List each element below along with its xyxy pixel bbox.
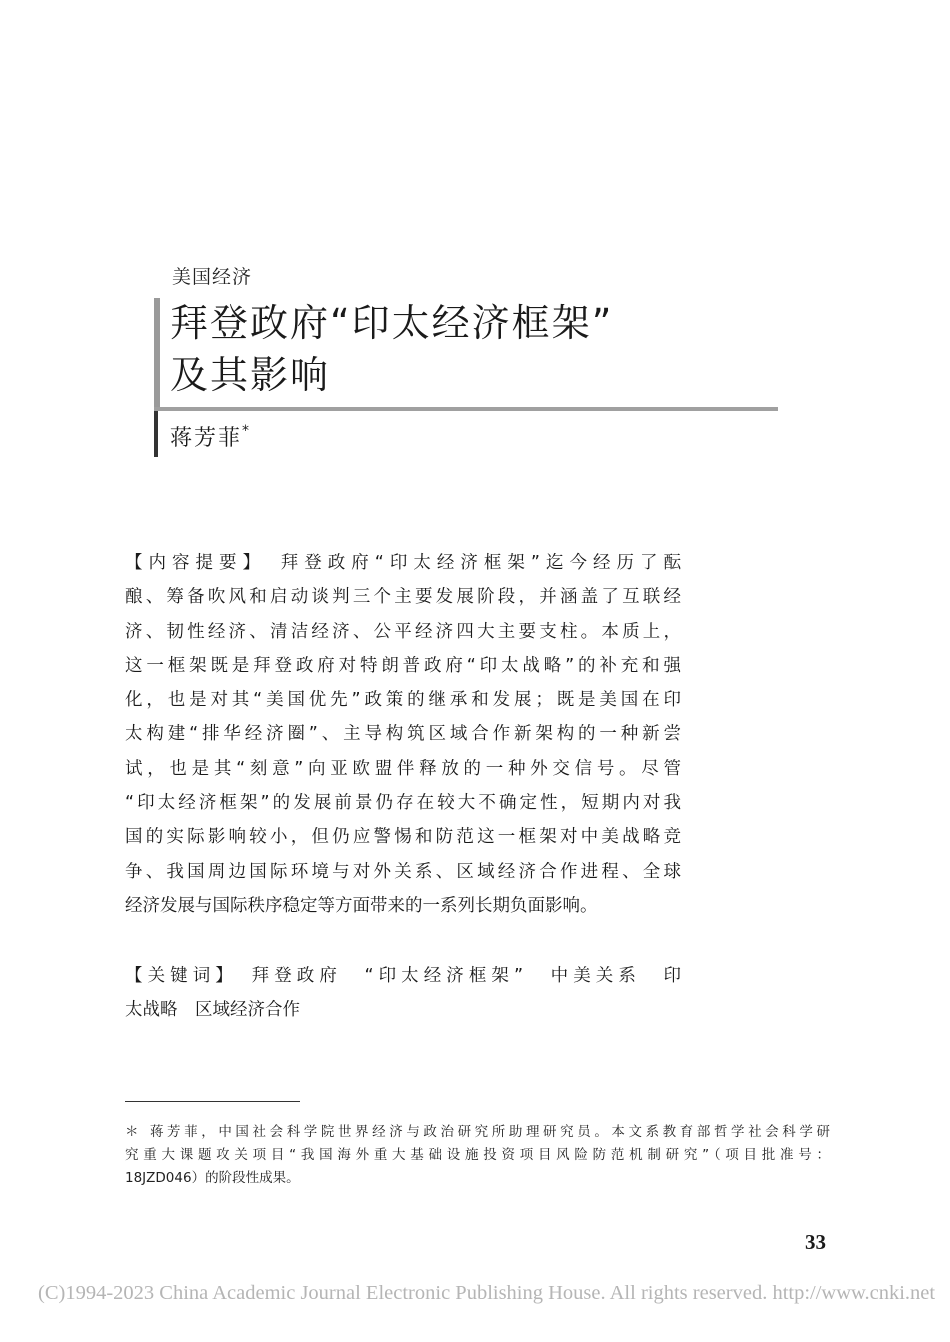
- title-accent-bar: [154, 298, 160, 408]
- footnote-separator: [125, 1101, 300, 1102]
- abstract-line: 【内容提要】 拜登政府“印太经济框架”迄今经历了酝: [125, 553, 681, 573]
- author-name: 蒋芳菲: [170, 426, 243, 451]
- abstract-line: 国的实际影响较小，但仍应警惕和防范这一框架对中美战略竞: [125, 827, 681, 848]
- keywords: [125, 959, 681, 1027]
- author-accent-bar: [154, 411, 158, 457]
- keywords-line: 太战略 区域经济合作: [125, 1000, 300, 1020]
- author-footnote-mark: *: [242, 423, 252, 439]
- abstract-line: 争、我国周边国际环境与对外关系、区域经济合作进程、全球: [125, 861, 681, 882]
- page-number: 33: [805, 1230, 826, 1254]
- footnote-line: 究重大课题攻关项目“我国海外重大基础设施投资项目风险防范机制研究”（项目批准号：: [125, 1147, 830, 1163]
- abstract: [125, 546, 681, 923]
- article-title-line-1: 拜登政府“印太经济框架”: [170, 301, 614, 345]
- abstract-line: 酿、筹备吹风和启动谈判三个主要发展阶段，并涵盖了互联经: [125, 587, 681, 608]
- footnote-line: 18JZD046）的阶段性成果。: [125, 1170, 300, 1186]
- abstract-line: 这一框架既是拜登政府对特朗普政府“印太战略”的补充和强: [125, 655, 681, 676]
- copyright-watermark: (C)1994-2023 China Academic Journal Electronic Publishing House. All rights reserved. http://www.cnki.net: [38, 1282, 936, 1304]
- title-underline-rule: [154, 407, 778, 411]
- abstract-line: 化，也是对其“美国优先”政策的继承和发展；既是美国在印: [125, 690, 681, 711]
- abstract-line: 经济发展与国际秩序稳定等方面带来的一系列长期负面影响。: [125, 895, 598, 916]
- abstract-line: “印太经济框架”的发展前景仍存在较大不确定性，短期内对我: [125, 793, 681, 814]
- author-byline: [170, 421, 251, 452]
- article-title: [170, 297, 613, 401]
- abstract-line: 试，也是其“刻意”向亚欧盟伴释放的一种外交信号。尽管: [125, 758, 681, 779]
- footnote: [125, 1121, 830, 1190]
- abstract-line: 济、韧性经济、清洁经济、公平经济四大主要支柱。本质上，: [125, 621, 681, 642]
- footnote-line: ＊ 蒋芳菲，中国社会科学院世界经济与政治研究所助理研究员。本文系教育部哲学社会科学研: [125, 1124, 830, 1140]
- abstract-line: 太构建“排华经济圈”、主导构筑区域合作新架构的一种新尝: [125, 724, 681, 745]
- section-label: 美国经济: [172, 266, 253, 288]
- article-title-line-2: 及其影响: [170, 353, 331, 397]
- keywords-line: 【关键词】 拜登政府 “印太经济框架” 中美关系 印: [125, 966, 681, 986]
